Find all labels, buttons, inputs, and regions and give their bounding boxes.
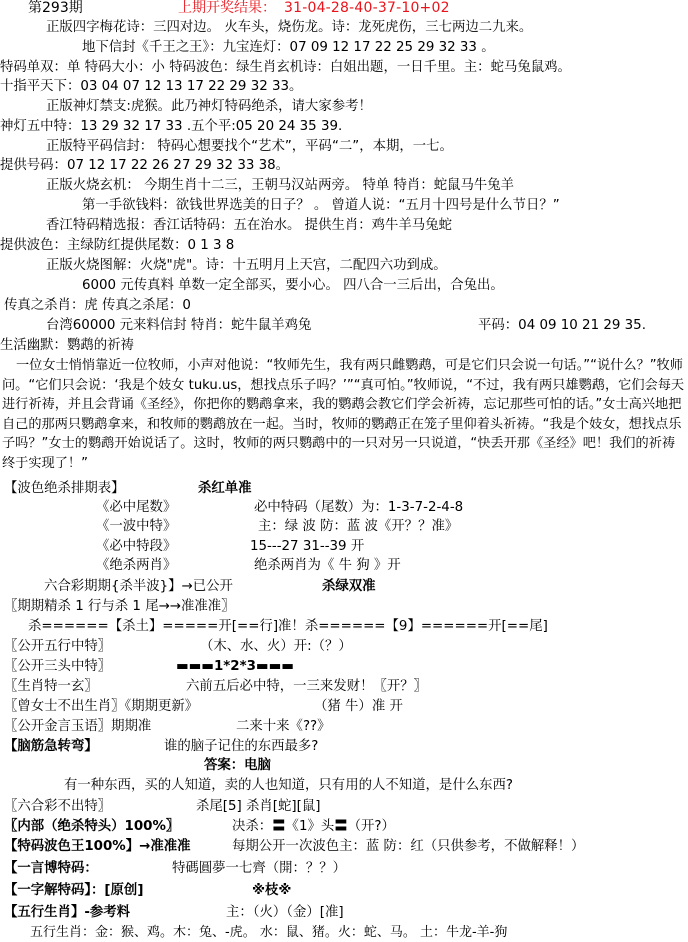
- zodiac-mystery-value: 六前五后必中特，一三来发财！〖开？〗: [186, 679, 428, 694]
- fax-kill-line: 传真之杀肖：虎 传真之杀尾：0: [4, 298, 191, 313]
- madam-zodiac-value: （猪 牛）准 开: [314, 699, 403, 714]
- three-head-value: ▬▬▬1*2*3▬▬▬: [176, 659, 294, 674]
- lamp-ban-line: 正版神灯禁支:虎猴。此乃神灯特码绝杀，请大家参考！: [46, 99, 372, 114]
- wave-king-value: 每期公开一次波色主：蓝 防：红（只供参考，不做解释！）: [232, 839, 585, 854]
- three-head-label: 〖公开三头中特〗: [4, 659, 112, 674]
- board-title: 【波色绝杀排期表】: [4, 481, 125, 496]
- fax-6000-line: 6000 元传真料 单数一定全部买，要小心。 四八合一三后出，合兔出。: [82, 278, 504, 293]
- kill-row-line: 杀======【杀土】=====开[==行]准！杀======【9】======开[==尾]: [28, 619, 548, 634]
- five-elements-zodiac-list: 五行生肖：金：猴、鸡。木：兔、-虎。 水：鼠、猪。火：蛇、马。 土：牛龙-羊-狗: [30, 925, 508, 940]
- five-elements-label: 〖公开五行中特〗: [4, 639, 112, 654]
- plum-poem-line: 正版四字梅花诗：三四对边。 火车头，烧伤龙。诗：龙死虎伤，三七两边二九来。: [46, 20, 533, 35]
- one-wave-label: 《一波中特》: [96, 519, 177, 534]
- wave-king-label: 【特码波色王100%】→准准准: [4, 839, 191, 854]
- flat-code-line: 平码：04 09 10 21 29 35.: [478, 318, 646, 333]
- no-special-label: 〖六合彩不出特〗: [4, 799, 112, 814]
- golden-words-label: 〖公开金言玉语〗期期准: [4, 719, 152, 734]
- flat-envelope-line: 正版特平码信封： 特码心想要找个“艺术”，平码“二”，本期，一七。: [46, 139, 453, 154]
- ten-fingers-line: 十指平天下：03 04 07 12 13 17 22 29 32 33。: [0, 79, 303, 94]
- riddle-answer: 答案：电脑: [204, 758, 271, 773]
- one-word-bet-label: 【一言博特码：: [4, 861, 98, 876]
- one-word-bet-value: 特碼圓夢一七齊（開：？？）: [172, 861, 347, 876]
- kill-row-title: 〖期期精杀 1 行与杀 1 尾→→准准准〗: [4, 599, 235, 614]
- must-segment-label: 《必中特段》: [96, 539, 177, 554]
- taiwan-envelope-line: 台湾60000 元来料信封 特肖：蛇牛鼠羊鸡兔: [46, 318, 312, 333]
- golden-words-value: 二来十来《??》: [236, 719, 331, 734]
- madam-zodiac-label: 〖曾女士不出生肖〗《期期更新》: [4, 699, 199, 714]
- fire-mystery-line: 正版火烧玄机： 今期生肖十二三，王朝马汉站两旁。 特单 特肖：蛇鼠马牛兔羊: [46, 178, 515, 193]
- must-segment-value: 15---27 31--39 开: [250, 539, 365, 554]
- one-char-label: 【一字解特码】：[原创]: [4, 883, 144, 898]
- hongkong-select-line: 香江特码精选报：香江话特码：五在治水。 提供生肖：鸡牛羊马兔蛇: [46, 218, 452, 233]
- inner-kill-value: 决杀：〓《1》头〓（开?）: [232, 819, 395, 834]
- kill-red-heading: 杀红单准: [198, 481, 252, 496]
- wave-color-line: 提供波色：主绿防红提供尾数：0 1 3 8: [0, 238, 235, 253]
- five-elements-zodiac-label: 【五行生肖】-参考料: [4, 905, 131, 920]
- one-char-value: ※枝※: [252, 883, 292, 898]
- kill-green-heading: 杀绿双准: [322, 579, 376, 594]
- special-attributes-line: 特码单双：单 特码大小：小 特码波色：绿生肖玄机诗：白姐出题，一日千里。主：蛇马兔鼠鸡。: [0, 60, 571, 75]
- underground-envelope-line: 地下信封《千王之王》：九宝连灯：07 09 12 17 22 25 29 32 33 。: [82, 40, 495, 55]
- lamp-five-line: 神灯五中特：13 29 32 17 33 .五个平:05 20 24 35 39.: [0, 119, 343, 134]
- riddle-label: 【脑筋急转弯】: [4, 739, 98, 754]
- no-special-value: 杀尾[5] 杀肖[蛇][鼠]: [196, 799, 321, 814]
- fire-diagram-line: 正版火烧图解：火烧"虎"。诗：十五明月上天宫，二配四六功到成。: [46, 258, 447, 273]
- kill-two-label: 《绝杀两肖》: [96, 558, 177, 573]
- issue-number: 第293期: [28, 0, 83, 16]
- provided-numbers-line: 提供号码：07 12 17 22 26 27 29 32 33 38。: [0, 158, 290, 173]
- one-wave-value: 主：绿 波 防：蓝 波《开？？准》: [258, 519, 459, 534]
- must-tail-label: 《必中尾数》: [96, 500, 177, 515]
- parrot-story: 一位女士悄悄靠近一位牧师，小声对他说：“牧师先生，我有两只雌鹦鹉，可是它们只会说一句话。”“说什么？”牧师问。“它们只会说：‘我是个妓女 tuku.us，想找点乐子吗？’”“真可怕。”牧师说，“不过，我有两只雄鹦鹉，它们会每天进行祈祷，并且会背诵《圣经》，你把你的鹦鹉拿来，我的鹦鹉会教它们学会祈祷，忘记那些可怕的话。”女士高兴地把自己的那两只鹦鹉拿来，和牧师的鹦鹉放在一起。当时，牧师的鹦鹉正在笼子里仰着头祈祷。“我是个妓女，想找点乐子吗？”女士的鹦鹉开始说话了。这时，牧师的两只鹦鹉中的一只对另一只说道，“快丢开那《圣经》吧！我们的祈祷终于实现了！”: [2, 358, 685, 471]
- half-wave-line: 六合彩期期{杀半波}】→已公开: [44, 579, 233, 594]
- kill-two-value: 绝杀两肖为《 牛 狗 》开: [254, 558, 401, 573]
- zodiac-mystery-label: 〖生肖特一玄〗: [4, 679, 98, 694]
- five-elements-value: （木、水、火）开:（？）: [200, 639, 352, 654]
- last-result-numbers: 31-04-28-40-37-10+02: [284, 0, 450, 16]
- riddle-question: 谁的脑子记住的东西最多?: [164, 739, 319, 754]
- last-result-label: 上期开奖结果：: [178, 0, 276, 16]
- riddle-two: 有一种东西，买的人知道，卖的人也知道，只有用的人不知道，是什么东西?: [64, 778, 513, 793]
- first-hand-line: 第一手欲钱料：欲钱世界选美的日子？ 。 曾道人说：“五月十四号是什么节日？”: [82, 198, 560, 213]
- must-tail-value: 必中特码（尾数）为：1-3-7-2-4-8: [254, 500, 464, 515]
- five-elements-zodiac-main: 主：（火）（金）[准]: [226, 905, 344, 920]
- inner-kill-label: 〖内部（绝杀特头）100%〗: [4, 819, 180, 834]
- humor-title: 生活幽默：鹦鹉的祈祷: [0, 338, 134, 353]
